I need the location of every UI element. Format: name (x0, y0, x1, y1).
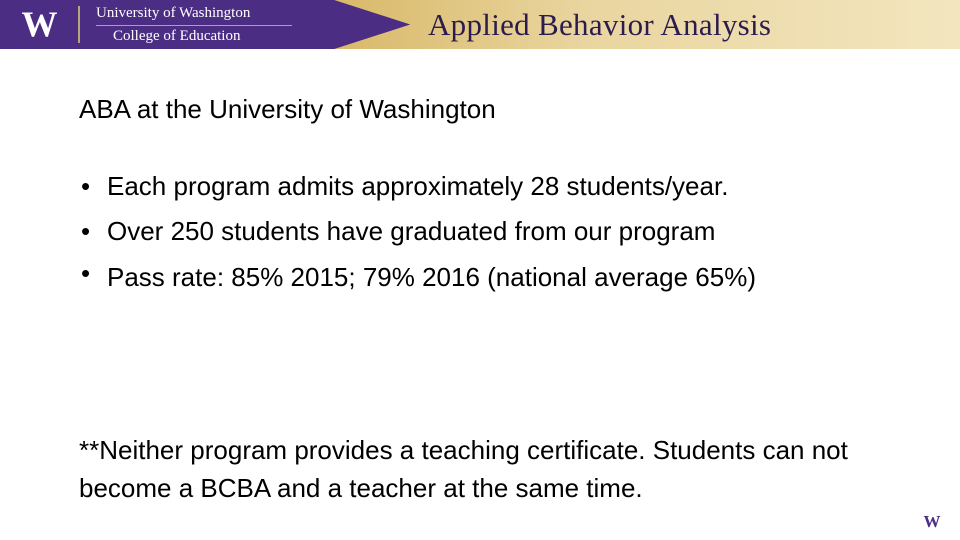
list-item-text: Over 250 students have graduated from our program (107, 216, 716, 246)
list-item (79, 254, 879, 296)
uw-w-logo: W (21, 4, 55, 44)
footnote-text: **Neither program provides a teaching certificate. Students can not become a BCBA and a teacher at the same time. (79, 435, 848, 503)
bullet-icon: • (81, 258, 91, 288)
list-item (79, 209, 879, 254)
list-item (79, 164, 879, 209)
university-name: University of Washington (96, 5, 251, 21)
name-divider-rule (96, 25, 292, 26)
college-name: College of Education (113, 28, 241, 44)
list-item-text: Each program admits approximately 28 students/year. (107, 171, 729, 201)
header-banner (0, 0, 960, 49)
logo-divider (78, 6, 80, 43)
list-item-text: Pass rate: 85% 2015; 79% 2016 (national average 65%) (107, 262, 756, 292)
uw-corner-logo: W (923, 512, 939, 531)
header-title: Applied Behavior Analysis (428, 7, 772, 42)
bullet-list (79, 164, 879, 296)
slide-title: ABA at the University of Washington (79, 94, 496, 124)
bullet-icon: • (81, 216, 91, 246)
bullet-icon: • (81, 171, 91, 201)
